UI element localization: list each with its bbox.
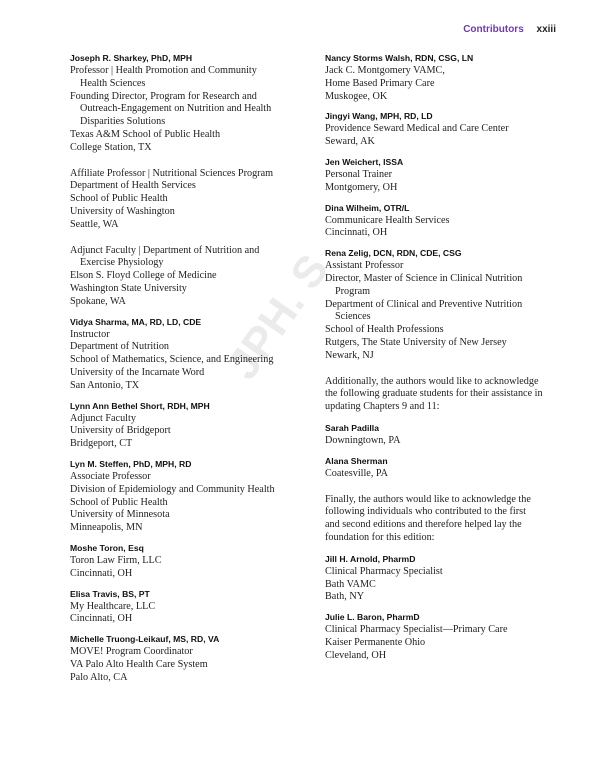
paragraph-line: the following graduate students for their assistance in <box>325 388 543 400</box>
contributor-name: Jingyi Wang, MPH, RD, LD <box>325 111 433 122</box>
contributor-entry <box>325 247 557 362</box>
affiliation-line: School of Public Health <box>70 496 168 508</box>
paragraph-line: foundation for this edition: <box>325 531 435 543</box>
contributor-name: Lynn Ann Bethel Short, RDH, MPH <box>70 400 210 411</box>
affiliation-line: Exercise Physiology <box>80 257 164 269</box>
affiliation-line: Rutgers, The State University of New Jersey <box>325 336 507 348</box>
paragraph-line: and second editions and therefore helped lay the <box>325 519 522 531</box>
section-title: Contributors <box>463 24 524 35</box>
affiliation-line: MOVE! Program Coordinator <box>70 646 193 658</box>
contributor-entry <box>325 455 557 481</box>
acknowledgement-paragraph <box>325 376 557 414</box>
contributor-name: Nancy Storms Walsh, RDN, CSG, LN <box>325 53 474 63</box>
affiliation-line: Clinical Pharmacy Specialist <box>325 565 443 577</box>
affiliation-line: Providence Seward Medical and Care Center <box>325 123 509 135</box>
affiliation-line: Adjunct Faculty <box>70 412 136 424</box>
affiliation-line: College Station, TX <box>70 141 152 153</box>
acknowledgement-paragraph <box>325 494 557 545</box>
affiliation-line: Muskogee, OK <box>325 90 388 102</box>
page-number: xxiii <box>536 24 556 35</box>
affiliation-line: Department of Nutrition <box>70 341 170 353</box>
contributor-name: Joseph R. Sharkey, PhD, MPH <box>70 53 193 63</box>
paragraph-line: Finally, the authors would like to acknowledge the <box>325 493 531 505</box>
affiliation-line: University of the Incarnate Word <box>70 366 205 378</box>
affiliation-line: Sciences <box>335 311 371 323</box>
affiliation-line: Personal Trainer <box>325 168 393 180</box>
affiliation-line: Montgomery, OH <box>325 181 398 193</box>
affiliation-line: Division of Epidemiology and Community Health <box>70 483 275 495</box>
left-column <box>70 52 298 691</box>
affiliation-line: My Healthcare, LLC <box>70 600 156 612</box>
contributor-entry <box>325 422 557 448</box>
contributor-entry <box>325 202 557 241</box>
contributor-entry <box>70 316 298 393</box>
contributor-entry <box>70 400 298 451</box>
paragraph-line: following individuals who contributed to the first <box>325 506 526 518</box>
affiliation-line: Program <box>335 285 371 297</box>
right-column <box>325 52 557 670</box>
paragraph-line: updating Chapters 9 and 11: <box>325 401 440 413</box>
contributor-name: Sarah Padilla <box>325 422 379 433</box>
affiliation-line: Jack C. Montgomery VAMC, <box>325 65 445 76</box>
contributor-entry <box>325 611 557 662</box>
affiliation-line: Washington State University <box>70 282 187 294</box>
affiliation-line: Kaiser Permanente Ohio <box>325 636 426 648</box>
affiliation-line: Director, Master of Science in Clinical Nutrition <box>325 272 523 284</box>
contributor-entry <box>325 553 557 604</box>
affiliation-line: Home Based Primary Care <box>325 77 435 89</box>
affiliation-line: Adjunct Faculty | Department of Nutrition and <box>70 244 260 256</box>
affiliation-line: VA Palo Alto Health Care System <box>70 658 208 670</box>
affiliation-line: Seward, AK <box>325 136 375 148</box>
affiliation-line: Minneapolis, MN <box>70 522 143 534</box>
contributor-name: Lyn M. Steffen, PhD, MPH, RD <box>70 458 192 469</box>
affiliation-line: Seattle, WA <box>70 218 119 230</box>
affiliation-line: Professor | Health Promotion and Community <box>70 65 257 76</box>
affiliation-line: Toron Law Firm, LLC <box>70 554 162 566</box>
affiliation-line: Elson S. Floyd College of Medicine <box>70 270 217 282</box>
affiliation-line: Downingtown, PA <box>325 434 401 446</box>
affiliation-line: Instructor <box>70 328 110 340</box>
affiliation-line: University of Washington <box>70 205 175 217</box>
affiliation-line: Associate Professor <box>70 470 151 482</box>
affiliation-line: Department of Clinical and Preventive Nutrition <box>325 298 523 310</box>
contributor-name: Elisa Travis, BS, PT <box>70 588 150 599</box>
contributor-name: Moshe Toron, Esq <box>70 542 144 553</box>
affiliation-line: Health Sciences <box>80 77 146 89</box>
affiliation-line: School of Health Professions <box>325 324 444 336</box>
affiliation-line: Palo Alto, CA <box>70 671 128 683</box>
affiliation-line: Spokane, WA <box>70 295 126 307</box>
affiliation-line: University of Minnesota <box>70 509 170 521</box>
contributor-entry <box>325 156 557 195</box>
affiliation-group <box>70 245 298 309</box>
affiliation-line: Coatesville, PA <box>325 467 389 479</box>
contributor-entry <box>70 458 298 535</box>
contributor-name: Jill H. Arnold, PharmD <box>325 553 416 564</box>
affiliation-line: Bath, NY <box>325 591 365 603</box>
affiliation-line: Cincinnati, OH <box>70 567 133 579</box>
affiliation-line: Assistant Professor <box>325 260 404 272</box>
contributor-name: Julie L. Baron, PharmD <box>325 612 420 623</box>
contributor-entry <box>70 52 298 309</box>
affiliation-line: Disparities Solutions <box>80 116 166 128</box>
contributor-name: Rena Zelig, DCN, RDN, CDE, CSG <box>325 248 462 259</box>
affiliation-line: School of Public Health <box>70 193 168 205</box>
contributor-entry <box>325 110 557 149</box>
contributor-entry <box>70 588 298 627</box>
contributor-name: Jen Weichert, ISSA <box>325 156 404 167</box>
affiliation-line: Texas A&M School of Public Health <box>70 128 221 140</box>
contributor-name: Alana Sherman <box>325 455 388 466</box>
affiliation-line: Cleveland, OH <box>325 649 387 661</box>
affiliation-line: Clinical Pharmacy Specialist—Primary Care <box>325 624 508 636</box>
affiliation-line: University of Bridgeport <box>70 425 171 437</box>
affiliation-line: Newark, NJ <box>325 349 374 361</box>
contributor-name: Dina Wilheim, OTR/L <box>325 202 410 213</box>
affiliation-line: Cincinnati, OH <box>70 613 133 625</box>
watermark: JPH. S <box>218 245 339 389</box>
contributor-entry <box>325 52 557 103</box>
contributor-entry <box>70 633 298 684</box>
paragraph-line: Additionally, the authors would like to acknowledge <box>325 375 539 387</box>
affiliation-line: Outreach-Engagement on Nutrition and Health <box>80 103 272 115</box>
affiliation-line: Bridgeport, CT <box>70 438 133 450</box>
affiliation-line: Communicare Health Services <box>325 214 450 226</box>
running-header <box>463 24 556 35</box>
contributor-name: Michelle Truong-Leikauf, MS, RD, VA <box>70 634 220 645</box>
affiliation-line: Department of Health Services <box>70 180 196 192</box>
affiliation-line: Cincinnati, OH <box>325 227 388 239</box>
affiliation-line: Bath VAMC <box>325 578 376 590</box>
affiliation-group <box>70 168 298 232</box>
contributor-entry <box>70 542 298 581</box>
contributor-name: Vidya Sharma, MA, RD, LD, CDE <box>70 316 202 327</box>
affiliation-line: Founding Director, Program for Research and <box>70 90 257 102</box>
affiliation-line: Affiliate Professor | Nutritional Sciences Program <box>70 167 274 179</box>
affiliation-line: School of Mathematics, Science, and Engineering <box>70 354 274 366</box>
affiliation-line: San Antonio, TX <box>70 379 140 391</box>
